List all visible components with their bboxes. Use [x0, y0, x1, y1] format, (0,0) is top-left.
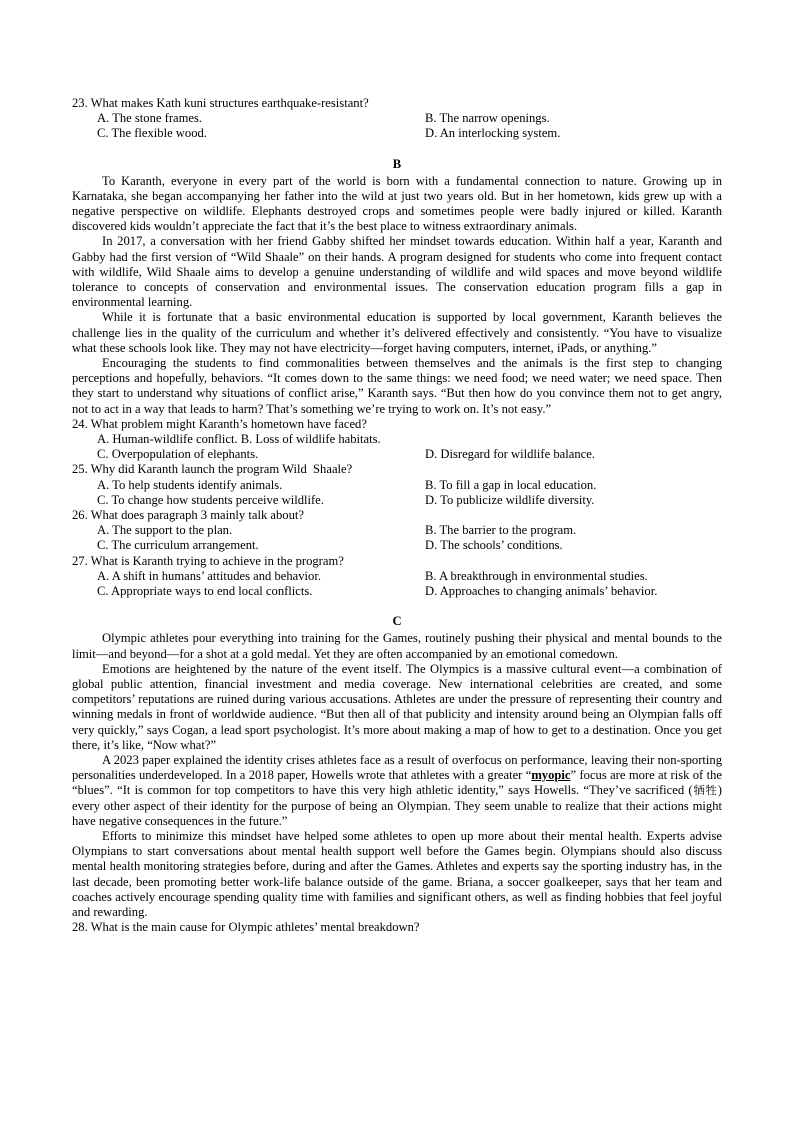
- page-content: [72, 96, 722, 935]
- spacer-before-section-c: [72, 599, 722, 612]
- question-27-option-d[interactable]: D. Approaches to changing animals’ behavior.: [425, 584, 658, 599]
- question-24-option-c[interactable]: C. Overpopulation of elephants.: [97, 447, 259, 462]
- question-27-stem: 27. What is Karanth trying to achieve in the program?: [72, 553, 344, 568]
- question-26-option-d[interactable]: D. The schools’ conditions.: [425, 538, 563, 553]
- question-23-stem: 23. What makes Kath kuni structures earthquake-resistant?: [72, 96, 369, 110]
- question-26-stem: 26. What does paragraph 3 mainly talk about?: [72, 508, 304, 523]
- section-b-paragraph-4: Encouraging the students to find commonalities between themselves and the animals is the first step to changing perceptions and hopefully, behaviors. “It comes down to the same things: we need food; we need water; we need space. Then they start to understand why situations of conflict arise,” Karanth says. “But then how do you convince them not to get angry, not to act in a way that leads to harm? That’s something we’re trying to work on. It’s not easy.”: [72, 356, 722, 416]
- question-24-options-ab[interactable]: A. Human-wildlife conflict. B. Loss of wildlife habitats.: [97, 432, 381, 447]
- question-23-option-c[interactable]: C. The flexible wood.: [97, 126, 207, 141]
- question-23-options-row-2: [72, 126, 722, 141]
- section-c-paragraph-4: Efforts to minimize this mindset have helped some athletes to open up more about their mental health. Experts advise Olympians to start conversations about mental health support well before the Games begin. Olympians should also discuss mental health monitoring strategies before, during and after the Games. Athletes and experts say the sporting industry has, in the last decade, been promoting better work-life balance outside of the game. Briana, a soccer goalkeeper, says that her team and coaches actively encourage spending quality time with families and significant others, as well as finding hobbies that feel joyful and rewarding.: [72, 828, 722, 919]
- spacer-before-section-b: [72, 142, 722, 155]
- question-25-stem: 25. Why did Karanth launch the program Wild Shaale?: [72, 462, 353, 477]
- question-26-options-row-1: [72, 523, 722, 538]
- section-c-paragraph-2: Emotions are heightened by the nature of the event itself. The Olympics is a massive cultural event—a combination of global public attention, financial investment and media coverage. New international celebrities are created, and some competitors’ reputations are ruined during various accusations. Athletes are under the pressure of representing their country and winning medals in front of worldwide audience. “But then all of that publicity and intensity around being an Olympian falls off very quickly,” says Cogan, a lead sport psychologist. It’s more about making a map of how to get to a destination. Once you get there, it’s like, “Now what?”: [72, 661, 722, 752]
- section-b-paragraph-1: To Karanth, everyone in every part of the world is born with a fundamental connection to nature. Growing up in Karnataka, she began accompanying her father into the wild at just two years old. But in her hometown, kids grew up with a negative perspective on wildlife. Elephants destroyed crops and sometimes people were badly injured or killed. Karanth discovered kids wouldn’t appreciate the fact that it’s the best place to witness extraordinary animals.: [72, 173, 722, 234]
- chinese-gloss-sacrifice: 牺牲: [692, 784, 718, 798]
- section-c-paragraph-3: [72, 753, 722, 829]
- question-25-option-c[interactable]: C. To change how students perceive wildlife.: [97, 492, 324, 507]
- question-23-option-d[interactable]: D. An interlocking system.: [425, 126, 561, 141]
- section-b-paragraph-2: In 2017, a conversation with her friend Gabby shifted her mindset towards education. Within half a year, Karanth and Gabby had the first version of “Wild Shaale” on their hands. A program designed for students who come into frequent contact with wildlife, Wild Shaale aims to develop a genuine understanding of wildlife and wild spaces and move beyond wildlife tolerance to concepts of conservation and environmental issues. The conservation education program fills a gap in environmental learning.: [72, 234, 722, 310]
- section-c-heading: C: [392, 614, 402, 629]
- question-26-option-b[interactable]: B. The barrier to the program.: [425, 523, 577, 538]
- myopic-highlighted-term: myopic: [531, 768, 571, 783]
- question-26-option-c[interactable]: C. The curriculum arrangement.: [97, 538, 259, 553]
- question-26-options-row-2: [72, 538, 722, 553]
- question-24-options-row-2: [72, 447, 722, 462]
- question-27-options-row-2: [72, 584, 722, 599]
- question-28-stem: 28. What is the main cause for Olympic athletes’ mental breakdown?: [72, 920, 420, 935]
- question-26-option-a[interactable]: A. The support to the plan.: [97, 523, 233, 538]
- question-24-option-d[interactable]: D. Disregard for wildlife balance.: [425, 447, 595, 462]
- question-25-option-d[interactable]: D. To publicize wildlife diversity.: [425, 492, 595, 507]
- question-25-options-row-2: [72, 493, 722, 508]
- question-23-option-a[interactable]: A. The stone frames.: [97, 111, 203, 126]
- question-27-option-c[interactable]: C. Appropriate ways to end local conflicts.: [97, 584, 313, 599]
- question-24-stem: 24. What problem might Karanth’s hometown have faced?: [72, 416, 367, 431]
- question-23-options-row-1: [72, 111, 722, 126]
- question-27-options-row-1: [72, 569, 722, 584]
- question-23-option-b[interactable]: B. The narrow openings.: [425, 111, 550, 126]
- section-c-paragraph-3-text-part-2: ” focus are more at risk of the “blues”. “It is common for top competitors to have this very high athletic identity,” says Howells. “They’ve sacrificed (: [72, 768, 722, 798]
- question-25-options-row-1: [72, 478, 722, 493]
- question-27-option-b[interactable]: B. A breakthrough in environmental studies.: [425, 568, 648, 583]
- section-c-paragraph-3-text-part-3: ) every other aspect of their identity for the purpose of being an Olympian. They seem unable to realize that their actions might have negative consequences in the future.”: [72, 783, 722, 828]
- question-25-option-b[interactable]: B. To fill a gap in local education.: [425, 477, 597, 492]
- section-b-paragraph-3: While it is fortunate that a basic environmental education is supported by local government, Karanth believes the challenge lies in the quality of the curriculum and whether it’s delivered effectively and consistently. “You have to visualize what these schools look like. They may not have electricity—forget having computers, internet, iPads, or anything.”: [72, 310, 722, 355]
- section-b-heading: B: [392, 156, 402, 171]
- question-27-option-a[interactable]: A. A shift in humans’ attitudes and behavior.: [97, 568, 321, 583]
- section-c-paragraph-3-text-part-1: A 2023 paper explained the identity crises athletes face as a result of overfocus on performance, leaving their non-sporting personalities underdeveloped. In a 2018 paper, Howells wrote that athletes with a greater “: [72, 752, 722, 783]
- section-c-paragraph-1: Olympic athletes pour everything into training for the Games, routinely pushing their physical and mental bounds to the limit—and beyond—for a shot at a gold medal. Yet they are often accompanied by an emotional comedown.: [72, 631, 722, 661]
- question-25-option-a[interactable]: A. To help students identify animals.: [97, 477, 283, 492]
